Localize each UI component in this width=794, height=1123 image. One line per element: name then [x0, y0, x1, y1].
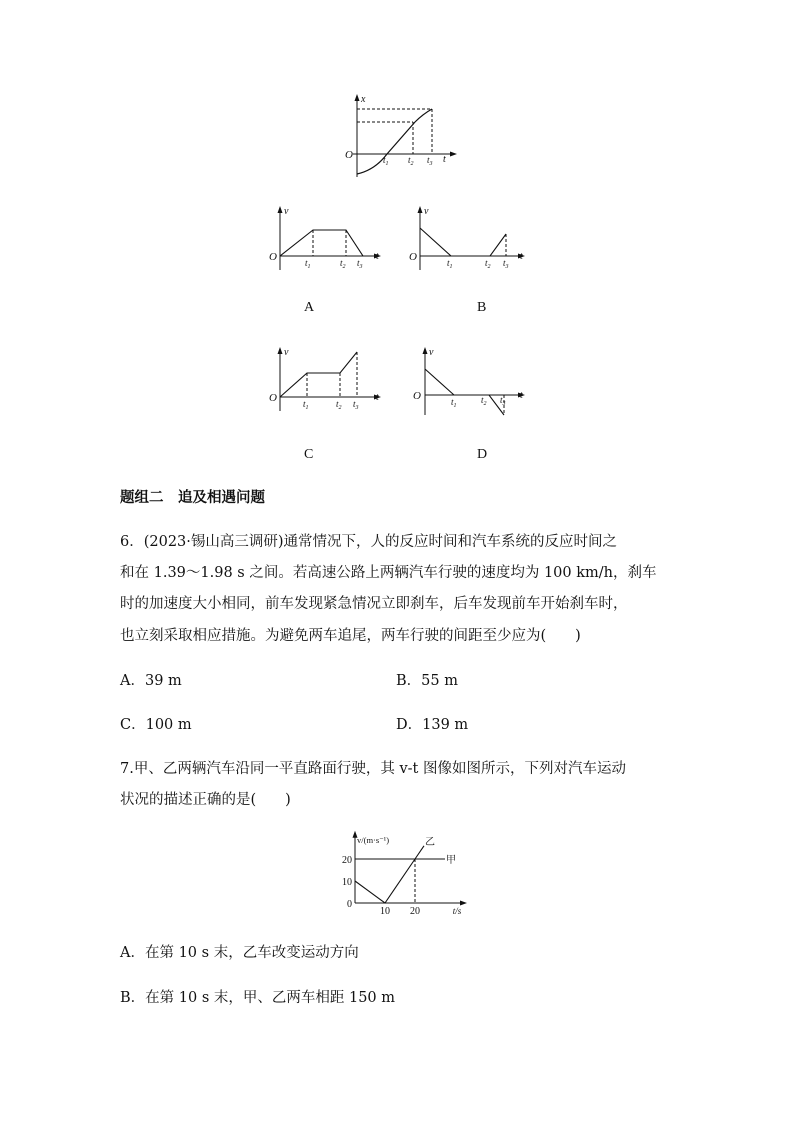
- vt-series-line-1: [355, 846, 424, 903]
- vt-y-tick-0: 0: [347, 899, 352, 910]
- q7-option-a: A．在第 10 s 末，乙车改变运动方向: [120, 945, 359, 961]
- q6-line-2: 和在 1.39～1.98 s 之间。若高速公路上两辆汽车行驶的速度均为 100 km/h，刹车: [120, 565, 657, 581]
- q6-option-a: A．39 m: [120, 673, 182, 689]
- graph-b-v: v: [424, 206, 429, 217]
- vt-series-label-0: 甲: [446, 855, 456, 866]
- vt-x-label: t/s: [452, 906, 462, 916]
- graph-b-t3: $t_3$: [503, 258, 509, 270]
- graph-c: [265, 343, 390, 413]
- q6-option-b: B．55 m: [396, 673, 458, 689]
- graph-d-t1: $t_1$: [451, 397, 457, 409]
- vt-x-arrow: [460, 901, 467, 906]
- xt-x-label: x: [361, 94, 366, 105]
- graph-d-t: t: [520, 390, 523, 401]
- graph-a-t2: $t_2$: [340, 258, 346, 270]
- graph-a-t: t: [376, 251, 379, 262]
- graph-d-origin: O: [413, 390, 421, 402]
- graph-a-origin: O: [269, 251, 277, 263]
- xt-t3: $t_3$: [427, 155, 433, 167]
- graph-d-t2: $t_2$: [481, 395, 487, 407]
- graph-a-t3: $t_3$: [357, 258, 363, 270]
- xt-t-label: t: [443, 154, 446, 165]
- q6-line-1: 6．(2023·锡山高三调研)通常情况下，人的反应时间和汽车系统的反应时间之: [120, 534, 618, 550]
- graph-a-v: v: [284, 206, 289, 217]
- vt-series-label-1: 乙: [425, 836, 435, 848]
- graph-c-t3: $t_3$: [353, 399, 359, 411]
- q7-option-b: B．在第 10 s 末，甲、乙两车相距 150 m: [120, 990, 396, 1006]
- vt-chart: [330, 826, 470, 921]
- graph-c-v: v: [284, 347, 289, 358]
- vt-x-tick-20: 20: [410, 906, 420, 917]
- graph-c-origin: O: [269, 392, 277, 404]
- xt-origin: O: [345, 149, 353, 161]
- graph-a: [265, 202, 390, 272]
- xt-t2: $t_2$: [408, 155, 414, 167]
- graph-c-t1: $t_1$: [303, 399, 309, 411]
- graph-c-t2: $t_2$: [336, 399, 342, 411]
- vt-x-tick-10: 10: [380, 906, 390, 917]
- vt-y-tick-10: 10: [342, 877, 352, 888]
- label-b: B: [477, 300, 487, 315]
- graph-a-t1: $t_1$: [305, 258, 311, 270]
- graph-d-t3: $t_3$: [500, 395, 506, 407]
- vt-y-tick-20: 20: [342, 855, 352, 866]
- xt-graph: [335, 92, 460, 182]
- graph-b-t2: $t_2$: [485, 258, 491, 270]
- vt-y-label: v/(m·s⁻¹): [357, 834, 390, 845]
- section-title: 题组二 追及相遇问题: [120, 489, 265, 506]
- q6-line-3: 时的加速度大小相同，前车发现紧急情况立即刹车，后车发现前车开始刹车时，: [120, 596, 628, 612]
- graph-d: [405, 343, 530, 423]
- label-c: C: [304, 447, 314, 462]
- xt-t1: $t_1$: [383, 155, 389, 167]
- label-a: A: [304, 300, 315, 315]
- label-d: D: [477, 447, 488, 462]
- graph-d-v: v: [429, 347, 434, 358]
- q6-option-c: C．100 m: [120, 717, 192, 733]
- graph-b-t: t: [520, 251, 523, 262]
- graph-b-origin: O: [409, 251, 417, 263]
- q6-option-d: D．139 m: [396, 717, 469, 733]
- q6-line-4: 也立刻采取相应措施。为避免两车追尾，两车行驶的间距至少应为( ): [120, 628, 581, 644]
- graph-c-t: t: [376, 392, 379, 403]
- q7-line-1: 7.甲、乙两辆汽车沿同一平直路面行驶，其 v-t 图像如图所示，下列对汽车运动: [120, 761, 626, 777]
- graph-b-t1: $t_1$: [447, 258, 453, 270]
- graph-b: [405, 202, 530, 272]
- q7-line-2: 状况的描述正确的是( ): [120, 792, 291, 808]
